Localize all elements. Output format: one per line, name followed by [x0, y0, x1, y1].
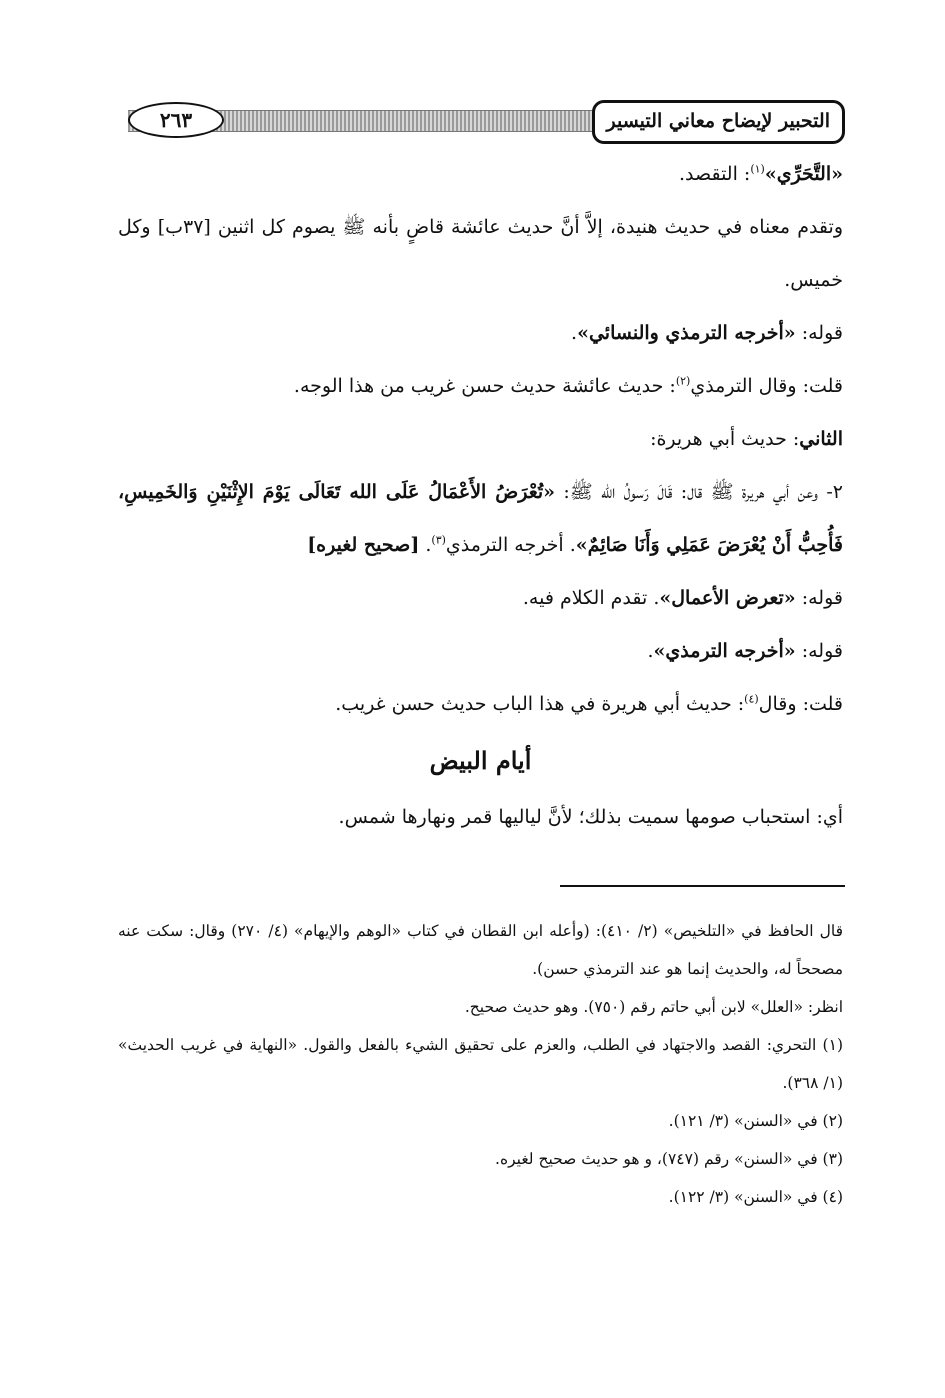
paragraph-text: ٢- وعن أبي هريرة ﷺ قال: قَالَ رَسولُ الله ﷺ: — [555, 481, 843, 503]
paragraph-text: قلت: وقال — [758, 693, 843, 715]
footnote-separator — [560, 885, 845, 887]
paragraph-text: قوله: — [795, 322, 843, 344]
paragraph-text: . — [571, 322, 578, 344]
paragraph-text: : التقصد. — [678, 163, 751, 185]
footnote-continuation: قال الحافظ في «التلخيص» (٢/ ٤١٠): (وأعله ابن القطان في كتاب «الوهم والإيهام» (٤/ ٢٧٠) وقال: سكت عنه مصححاً له، والحديث إنما هو عند الترمذي حسن). — [118, 922, 843, 978]
paragraph-text: قوله: — [795, 640, 843, 662]
paragraph-text: . أخرجه الترمذي — [445, 534, 576, 556]
paragraph-text: : حديث أبي هريرة في هذا الباب حديث حسن غريب. — [335, 693, 745, 715]
term-tahari: «التَّحَرِّي» — [764, 163, 843, 185]
paragraph-ayyam-al-bid: أي: استحباب صومها سميت بذلك؛ لأنَّ لياليها قمر ونهارها شمس. — [338, 806, 843, 828]
paragraph-qawluhu-3 — [118, 625, 843, 678]
footnote-ref-4: (٤) — [744, 692, 759, 706]
footnote-4: (٤) في «السنن» (٣/ ١٢٢). — [668, 1188, 843, 1206]
book-title: التحبير لإيضاح معاني التيسير — [592, 100, 845, 144]
paragraph-thani — [118, 413, 843, 466]
hadith-text: «تُعْرَضُ الأَعْمَالُ عَلَى الله تَعَالَى يَوْمَ الإِثْنَيْنِ وَالخَمِيسِ، فَأُحِبُّ أَنْ يُعْرَضَ عَمَلِي وَأَنَا صَائِمٌ» — [118, 481, 843, 556]
paragraph-text: : حديث أبي هريرة: — [650, 428, 800, 450]
quoted-phrase: «أخرجه الترمذي» — [653, 640, 796, 662]
main-text — [118, 148, 843, 844]
footnote-ref-3: (٣) — [431, 533, 446, 547]
grading-label: [صحيح لغيره] — [307, 534, 420, 556]
footnotes — [118, 912, 843, 1216]
footnote-1: (١) التحري: القصد والاجتهاد في الطلب، والعزم على تحقيق الشيء بالفعل والقول. «النهاية في غريب الحديث» (١/ ٣٦٨). — [118, 1036, 843, 1092]
page-header — [118, 100, 845, 146]
paragraph-text: . — [419, 534, 432, 556]
paragraph-tahari — [118, 148, 843, 201]
paragraph-text: قلت: وقال الترمذي — [690, 375, 843, 397]
paragraph-qawluhu-1 — [118, 307, 843, 360]
footnote-continuation: انظر: «العلل» لابن أبي حاتم رقم (٧٥٠). وهو حديث صحيح. — [464, 998, 843, 1016]
section-heading: أيام البيض — [429, 746, 532, 775]
paragraph-text: . تقدم الكلام فيه. — [522, 587, 660, 609]
paragraph-text: . — [647, 640, 654, 662]
paragraph-qultu-2 — [118, 678, 843, 731]
page-number: ٢٦٣ — [128, 102, 224, 138]
paragraph-hunayda: وتقدم معناه في حديث هنيدة، إلاَّ أنَّ حديث عائشة قاضٍ بأنه ﷺ يصوم كل اثنين [٣٧ب] وكل خميس. — [118, 216, 843, 291]
footnote-2: (٢) في «السنن» (٣/ ١٢١). — [668, 1112, 843, 1130]
paragraph-text: : حديث عائشة حديث حسن غريب من هذا الوجه. — [293, 375, 676, 397]
quoted-phrase: «تعرض الأعمال» — [659, 587, 796, 609]
quoted-phrase: «أخرجه الترمذي والنسائي» — [577, 322, 796, 344]
label-thani: الثاني — [799, 428, 843, 450]
footnote-ref-2: (٢) — [675, 374, 691, 388]
paragraph-hadith-2 — [118, 466, 843, 572]
paragraph-qultu-1 — [118, 360, 843, 413]
paragraph-qawluhu-2 — [118, 572, 843, 625]
footnote-ref-1: (١) — [750, 162, 765, 176]
paragraph-text: قوله: — [795, 587, 843, 609]
footnote-3: (٣) في «السنن» رقم (٧٤٧)، و هو حديث صحيح لغيره. — [495, 1150, 843, 1168]
